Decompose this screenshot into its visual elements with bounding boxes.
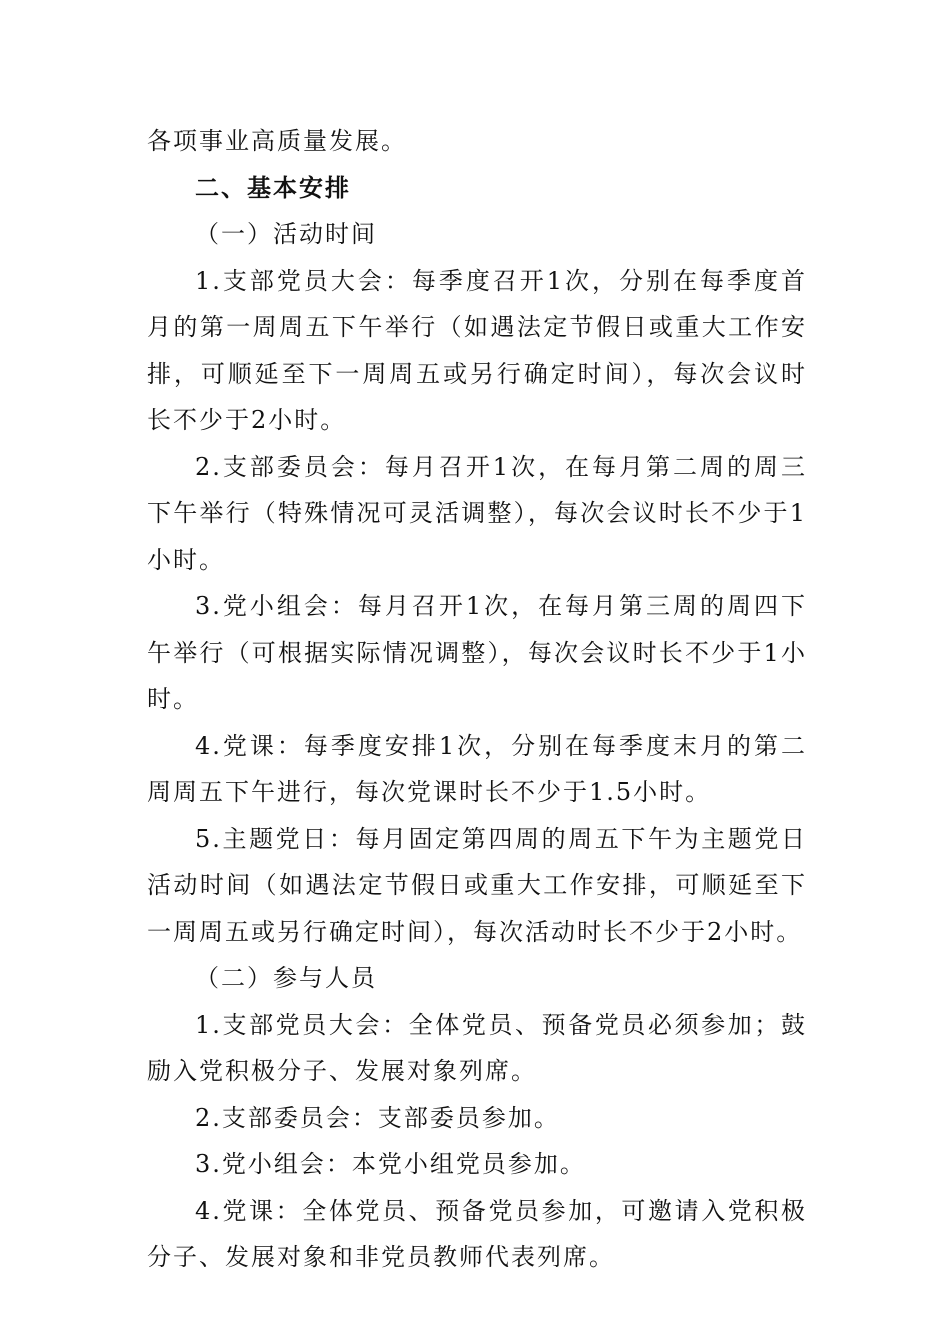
paragraph-branch-general-meeting-participants: 1.支部党员大会：全体党员、预备党员必须参加；鼓励入党积极分子、发展对象列席。 bbox=[147, 1010, 807, 1085]
document-body bbox=[147, 118, 807, 1281]
subsection-heading-participants: （二）参与人员 bbox=[195, 964, 377, 992]
subsection-heading-activity-time: （一）活动时间 bbox=[195, 220, 377, 248]
paragraph-party-lecture-participants: 4.党课：全体党员、预备党员参加，可邀请入党积极分子、发展对象和非党员教师代表列席。 bbox=[147, 1196, 807, 1271]
paragraph-party-group-meeting-time: 3.党小组会：每月召开1次，在每月第三周的周四下午举行（可根据实际情况调整），每次会议时长不少于1小时。 bbox=[147, 592, 807, 713]
paragraph-branch-general-meeting-time: 1.支部党员大会：每季度召开1次，分别在每季度首月的第一周周五下午举行（如遇法定节假日或重大工作安排，可顺延至下一周周五或另行确定时间），每次会议时长不少于2小时。 bbox=[147, 266, 807, 434]
section-heading-basic-arrangement: 二、基本安排 bbox=[195, 173, 351, 202]
paragraph-branch-committee-participants: 2.支部委员会：支部委员参加。 bbox=[195, 1103, 560, 1132]
paragraph-continuation: 各项事业高质量发展。 bbox=[147, 127, 407, 155]
paragraph-theme-party-day-time: 5.主题党日：每月固定第四周的周五下午为主题党日活动时间（如遇法定节假日或重大工作安排，可顺延至下一周周五或另行确定时间），每次活动时长不少于2小时。 bbox=[147, 824, 807, 946]
paragraph-branch-committee-time: 2.支部委员会：每月召开1次，在每月第二周的周三下午举行（特殊情况可灵活调整），每次会议时长不少于1小时。 bbox=[147, 452, 807, 574]
paragraph-party-lecture-time: 4.党课：每季度安排1次，分别在每季度末月的第二周周五下午进行，每次党课时长不少于1.5小时。 bbox=[147, 731, 807, 806]
paragraph-party-group-meeting-participants: 3.党小组会：本党小组党员参加。 bbox=[195, 1150, 586, 1178]
